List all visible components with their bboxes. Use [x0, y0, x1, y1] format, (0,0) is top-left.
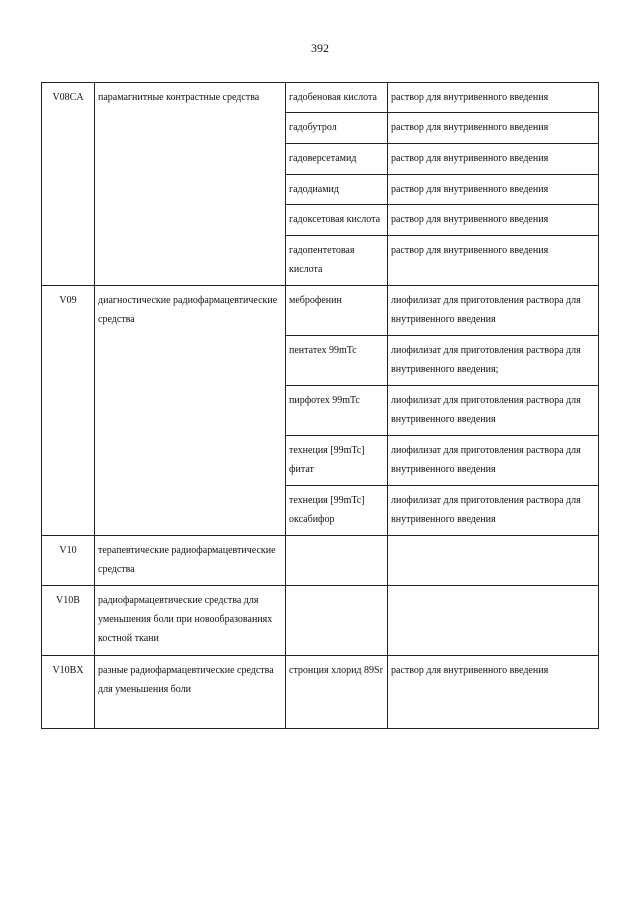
inn-cell: пентатех 99mTc — [286, 336, 388, 386]
atc-code-cell: V09 — [42, 286, 95, 536]
inn-cell: гадоверсетамид — [286, 144, 388, 175]
group-name-cell: радиофармацевтические средства для уменьшения боли при новообразованиях костной ткани — [95, 586, 286, 656]
inn-cell: стронция хлорид 89Sr — [286, 656, 388, 729]
group-name-cell: диагностические радиофармацевтические средства — [95, 286, 286, 536]
table-row — [42, 656, 599, 729]
inn-cell: пирфотех 99mTc — [286, 386, 388, 436]
inn-cell: гадоксетовая кислота — [286, 205, 388, 236]
inn-cell: гадобеновая кислота — [286, 83, 388, 113]
dosage-form-cell — [388, 536, 599, 586]
dosage-form-cell: раствор для внутривенного введения — [388, 175, 599, 205]
inn-cell: меброфенин — [286, 286, 388, 336]
dosage-form-cell: лиофилизат для приготовления раствора для внутривенного введения — [388, 386, 599, 436]
page-number: 392 — [311, 41, 329, 55]
inn-cell: технеция [99mTc] фитат — [286, 436, 388, 486]
dosage-form-cell: лиофилизат для приготовления раствора для внутривенного введения; — [388, 336, 599, 386]
atc-code-cell: V10BX — [42, 656, 95, 729]
table-row — [42, 586, 599, 656]
table-row — [42, 536, 599, 586]
drug-table — [41, 82, 599, 729]
inn-cell: гадопентетовая кислота — [286, 236, 388, 286]
table-row — [42, 286, 599, 336]
group-name-cell: терапевтические радиофармацевтические средства — [95, 536, 286, 586]
dosage-form-cell: раствор для внутривенного введения — [388, 144, 599, 175]
atc-code-cell: V10 — [42, 536, 95, 586]
inn-cell: технеция [99mTc] оксабифор — [286, 486, 388, 536]
inn-cell: гадодиамид — [286, 175, 388, 205]
dosage-form-cell: раствор для внутривенного введения — [388, 83, 599, 113]
dosage-form-cell: раствор для внутривенного введения — [388, 656, 599, 729]
atc-code-cell: V08CA — [42, 83, 95, 286]
dosage-form-cell: раствор для внутривенного введения — [388, 205, 599, 236]
group-name-cell: разные радиофармацевтические средства для уменьшения боли — [95, 656, 286, 729]
inn-cell — [286, 536, 388, 586]
inn-cell — [286, 586, 388, 656]
dosage-form-cell: лиофилизат для приготовления раствора для внутривенного введения — [388, 486, 599, 536]
table-row — [42, 83, 599, 113]
dosage-form-cell: лиофилизат для приготовления раствора для внутривенного введения — [388, 286, 599, 336]
inn-cell: гадобутрол — [286, 113, 388, 144]
dosage-form-cell: лиофилизат для приготовления раствора для внутривенного введения — [388, 436, 599, 486]
group-name-cell: парамагнитные контрастные средства — [95, 83, 286, 286]
atc-code-cell: V10B — [42, 586, 95, 656]
dosage-form-cell: раствор для внутривенного введения — [388, 236, 599, 286]
dosage-form-cell: раствор для внутривенного введения — [388, 113, 599, 144]
dosage-form-cell — [388, 586, 599, 656]
